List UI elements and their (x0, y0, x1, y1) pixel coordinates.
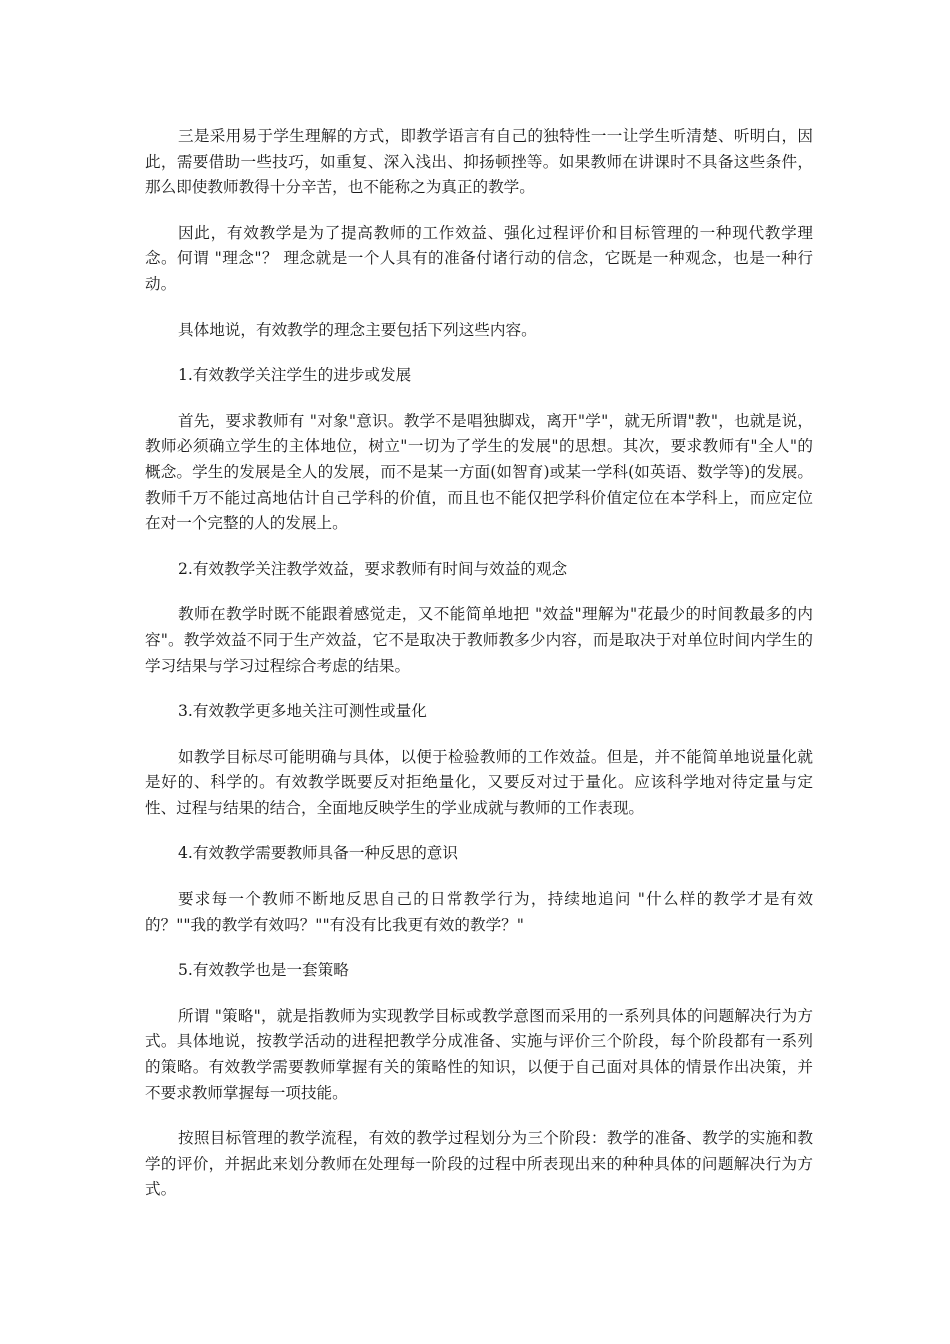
paragraph-definition: 因此，有效教学是为了提高教师的工作效益、强化过程评价和目标管理的一种现代教学理念。何谓 "理念"？ 理念就是一个人具有的准备付诸行动的信念，它既是一种观念，也是一种行动。 (145, 223, 813, 293)
heading-5: 5.有效教学也是一套策略 (178, 961, 349, 980)
document-page (145, 124, 813, 1223)
paragraph-intro: 具体地说，有效教学的理念主要包括下列这些内容。 (178, 320, 537, 339)
heading-3: 3.有效教学更多地关注可测性或量化 (178, 702, 427, 721)
paragraph-3: 如教学目标尽可能明确与具体，以便于检验教师的工作效益。但是，并不能简单地说量化就是好的、科学的。有效教学既要反对拒绝量化，又要反对过于量化。应该科学地对待定量与定性、过程与结果的结合，全面地反映学生的学业成就与教师的工作表现。 (145, 747, 813, 817)
paragraph-5: 所谓 "策略"，就是指教师为实现教学目标或教学意图而采用的一系列具体的问题解决行为方式。具体地说，按教学活动的进程把教学分成准备、实施与评价三个阶段，每个阶段都有一系列的策略。有效教学需要教师掌握有关的策略性的知识，以便于自己面对具体的情景作出决策，并不要求教师掌握每一项技能。 (145, 1006, 813, 1102)
paragraph-method: 三是采用易于学生理解的方式，即教学语言有自己的独特性一一让学生听清楚、听明白，因此，需要借助一些技巧，如重复、深入浅出、抑扬顿挫等。如果教师在讲课时不具备这些条件，那么即使教师教得十分辛苦，也不能称之为真正的教学。 (145, 127, 813, 197)
heading-2: 2.有效教学关注教学效益，要求教师有时间与效益的观念 (178, 559, 568, 578)
heading-1: 1.有效教学关注学生的进步或发展 (178, 366, 412, 385)
paragraph-4: 要求每一个教师不断地反思自己的日常教学行为，持续地追问 "什么样的教学才是有效的？""我的教学有效吗？""有没有比我更有效的教学？" (145, 890, 813, 934)
heading-4: 4.有效教学需要教师具备一种反思的意识 (178, 844, 458, 863)
paragraph-2: 教师在教学时既不能跟着感觉走，又不能简单地把 "效益"理解为"花最少的时间教最多的内容"。教学效益不同于生产效益，它不是取决于教师教多少内容，而是取决于对单位时间内学生的学习结果与学习过程综合考虑的结果。 (145, 605, 813, 675)
paragraph-1: 首先，要求教师有 "对象"意识。教学不是唱独脚戏，离开"学"，就无所谓"教"，也就是说，教师必须确立学生的主体地位，树立"一切为了学生的发展"的思想。其次，要求教师有"全人"的概念。学生的发展是全人的发展，而不是某一方面(如智育)或某一学科(如英语、数学等)的发展。教师千万不能过高地估计自己学科的价值，而且也不能仅把学科价值定位在本学科上，而应定位在对一个完整的人的发展上。 (145, 411, 813, 533)
paragraph-process: 按照目标管理的教学流程，有效的教学过程划分为三个阶段：教学的准备、教学的实施和教学的评价，并据此来划分教师在处理每一阶段的过程中所表现出来的种种具体的问题解决行为方式。 (145, 1129, 813, 1199)
